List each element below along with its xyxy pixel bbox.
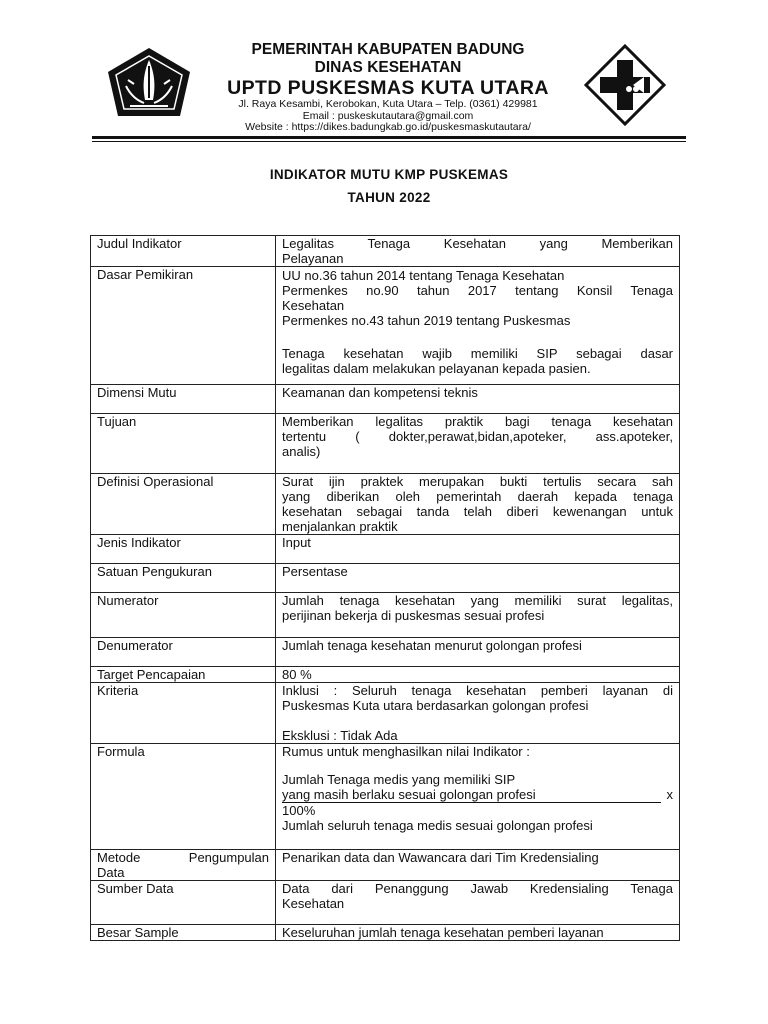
table-row [91, 564, 680, 593]
row-value: Input [276, 535, 680, 564]
formula-multiply-sign: x [666, 787, 673, 802]
row-value: Keseluruhan jumlah tenaga kesehatan pemberi layanan [276, 925, 680, 941]
table-row [91, 236, 680, 267]
header-institution: UPTD PUSKESMAS KUTA UTARA [227, 77, 549, 99]
header-rule-thick [92, 136, 686, 139]
row-label: Definisi Operasional [91, 474, 276, 535]
row-value: Jumlah tenaga kesehatan yang memiliki surat legalitas, perijinan bekerja di puskesmas sesuai profesi [276, 593, 680, 638]
table-row [91, 638, 680, 667]
header-address: Jl. Raya Kesambi, Kerobokan, Kuta Utara – Telp. (0361) 429981 [238, 98, 538, 110]
row-label: Formula [91, 744, 276, 850]
row-value: Persentase [276, 564, 680, 593]
row-value: Keamanan dan kompetensi teknis [276, 385, 680, 414]
table-row [91, 535, 680, 564]
row-label: Target Pencapaian [91, 667, 276, 683]
row-value: Penarikan data dan Wawancara dari Tim Kredensialing [276, 850, 680, 881]
table-row [91, 850, 680, 881]
row-label: Dasar Pemikiran [91, 267, 276, 385]
header-email: Email : puskeskutautara@gmail.com [302, 110, 474, 122]
row-label: Tujuan [91, 414, 276, 474]
document-title: INDIKATOR MUTU KMP PUSKEMAS [269, 167, 509, 182]
header-government: PEMERINTAH KABUPATEN BADUNG [251, 41, 525, 58]
row-value: Rumus untuk menghasilkan nilai Indikator : Jumlah Tenaga medis yang memiliki SIP yang masih berlaku sesuai golongan profesi x 100% Jumlah seluruh tenaga medis sesuai golongan profesi [276, 744, 680, 850]
row-label: Metode Pengumpulan Data [91, 850, 276, 881]
row-value: Jumlah tenaga kesehatan menurut golongan profesi [276, 638, 680, 667]
row-value: UU no.36 tahun 2014 tentang Tenaga Kesehatan Permenkes no.90 tahun 2017 tentang Konsil Tenaga Kesehatan Permenkes no.43 tahun 2019 tentang Puskesmas Tenaga kesehatan wajib memiliki SIP sebagai dasar legalitas dalam melakukan pelayanan kepada pasien. [276, 267, 680, 385]
table-row [91, 474, 680, 535]
table-row [91, 925, 680, 941]
row-value: Surat ijin praktek merupakan bukti tertulis secara sah yang diberikan oleh pemerintah daerah kepada tenaga kesehatan sebagai tanda telah diberi kewenangan untuk menjalankan praktik [276, 474, 680, 535]
row-value: 80 % [276, 667, 680, 683]
table-row [91, 744, 680, 850]
badung-regency-crest-icon [104, 46, 194, 122]
table-row [91, 593, 680, 638]
table-row [91, 881, 680, 925]
header-department: DINAS KESEHATAN [314, 59, 462, 76]
row-value: Legalitas Tenaga Kesehatan yang Memberikan Pelayanan [276, 236, 680, 267]
row-label: Dimensi Mutu [91, 385, 276, 414]
row-value: Inklusi : Seluruh tenaga kesehatan pemberi layanan di Puskesmas Kuta utara berdasarkan golongan profesi Eksklusi : Tidak Ada [276, 683, 680, 744]
row-label: Judul Indikator [91, 236, 276, 267]
document-year: TAHUN 2022 [347, 190, 431, 205]
row-value: Data dari Penanggung Jawab Kredensialing Tenaga Kesehatan [276, 881, 680, 925]
header-rule-thin [92, 141, 686, 142]
table-row [91, 385, 680, 414]
table-row [91, 267, 680, 385]
puskesmas-cross-logo-icon [584, 44, 666, 126]
table-row [91, 414, 680, 474]
table-row [91, 683, 680, 744]
row-label: Numerator [91, 593, 276, 638]
row-label: Sumber Data [91, 881, 276, 925]
row-label: Jenis Indikator [91, 535, 276, 564]
row-label: Denumerator [91, 638, 276, 667]
row-label: Besar Sample [91, 925, 276, 941]
row-label: Satuan Pengukuran [91, 564, 276, 593]
table-row [91, 667, 680, 683]
row-value: Memberikan legalitas praktik bagi tenaga kesehatan tertentu ( dokter,perawat,bidan,apoteker, ass.apoteker, analis) [276, 414, 680, 474]
indicator-table [90, 235, 680, 941]
formula-numerator-underlined: yang masih berlaku sesuai golongan profesi [282, 787, 661, 803]
header-website: Website : https://dikes.badungkab.go.id/puskesmaskutautara/ [245, 121, 531, 133]
row-label: Kriteria [91, 683, 276, 744]
